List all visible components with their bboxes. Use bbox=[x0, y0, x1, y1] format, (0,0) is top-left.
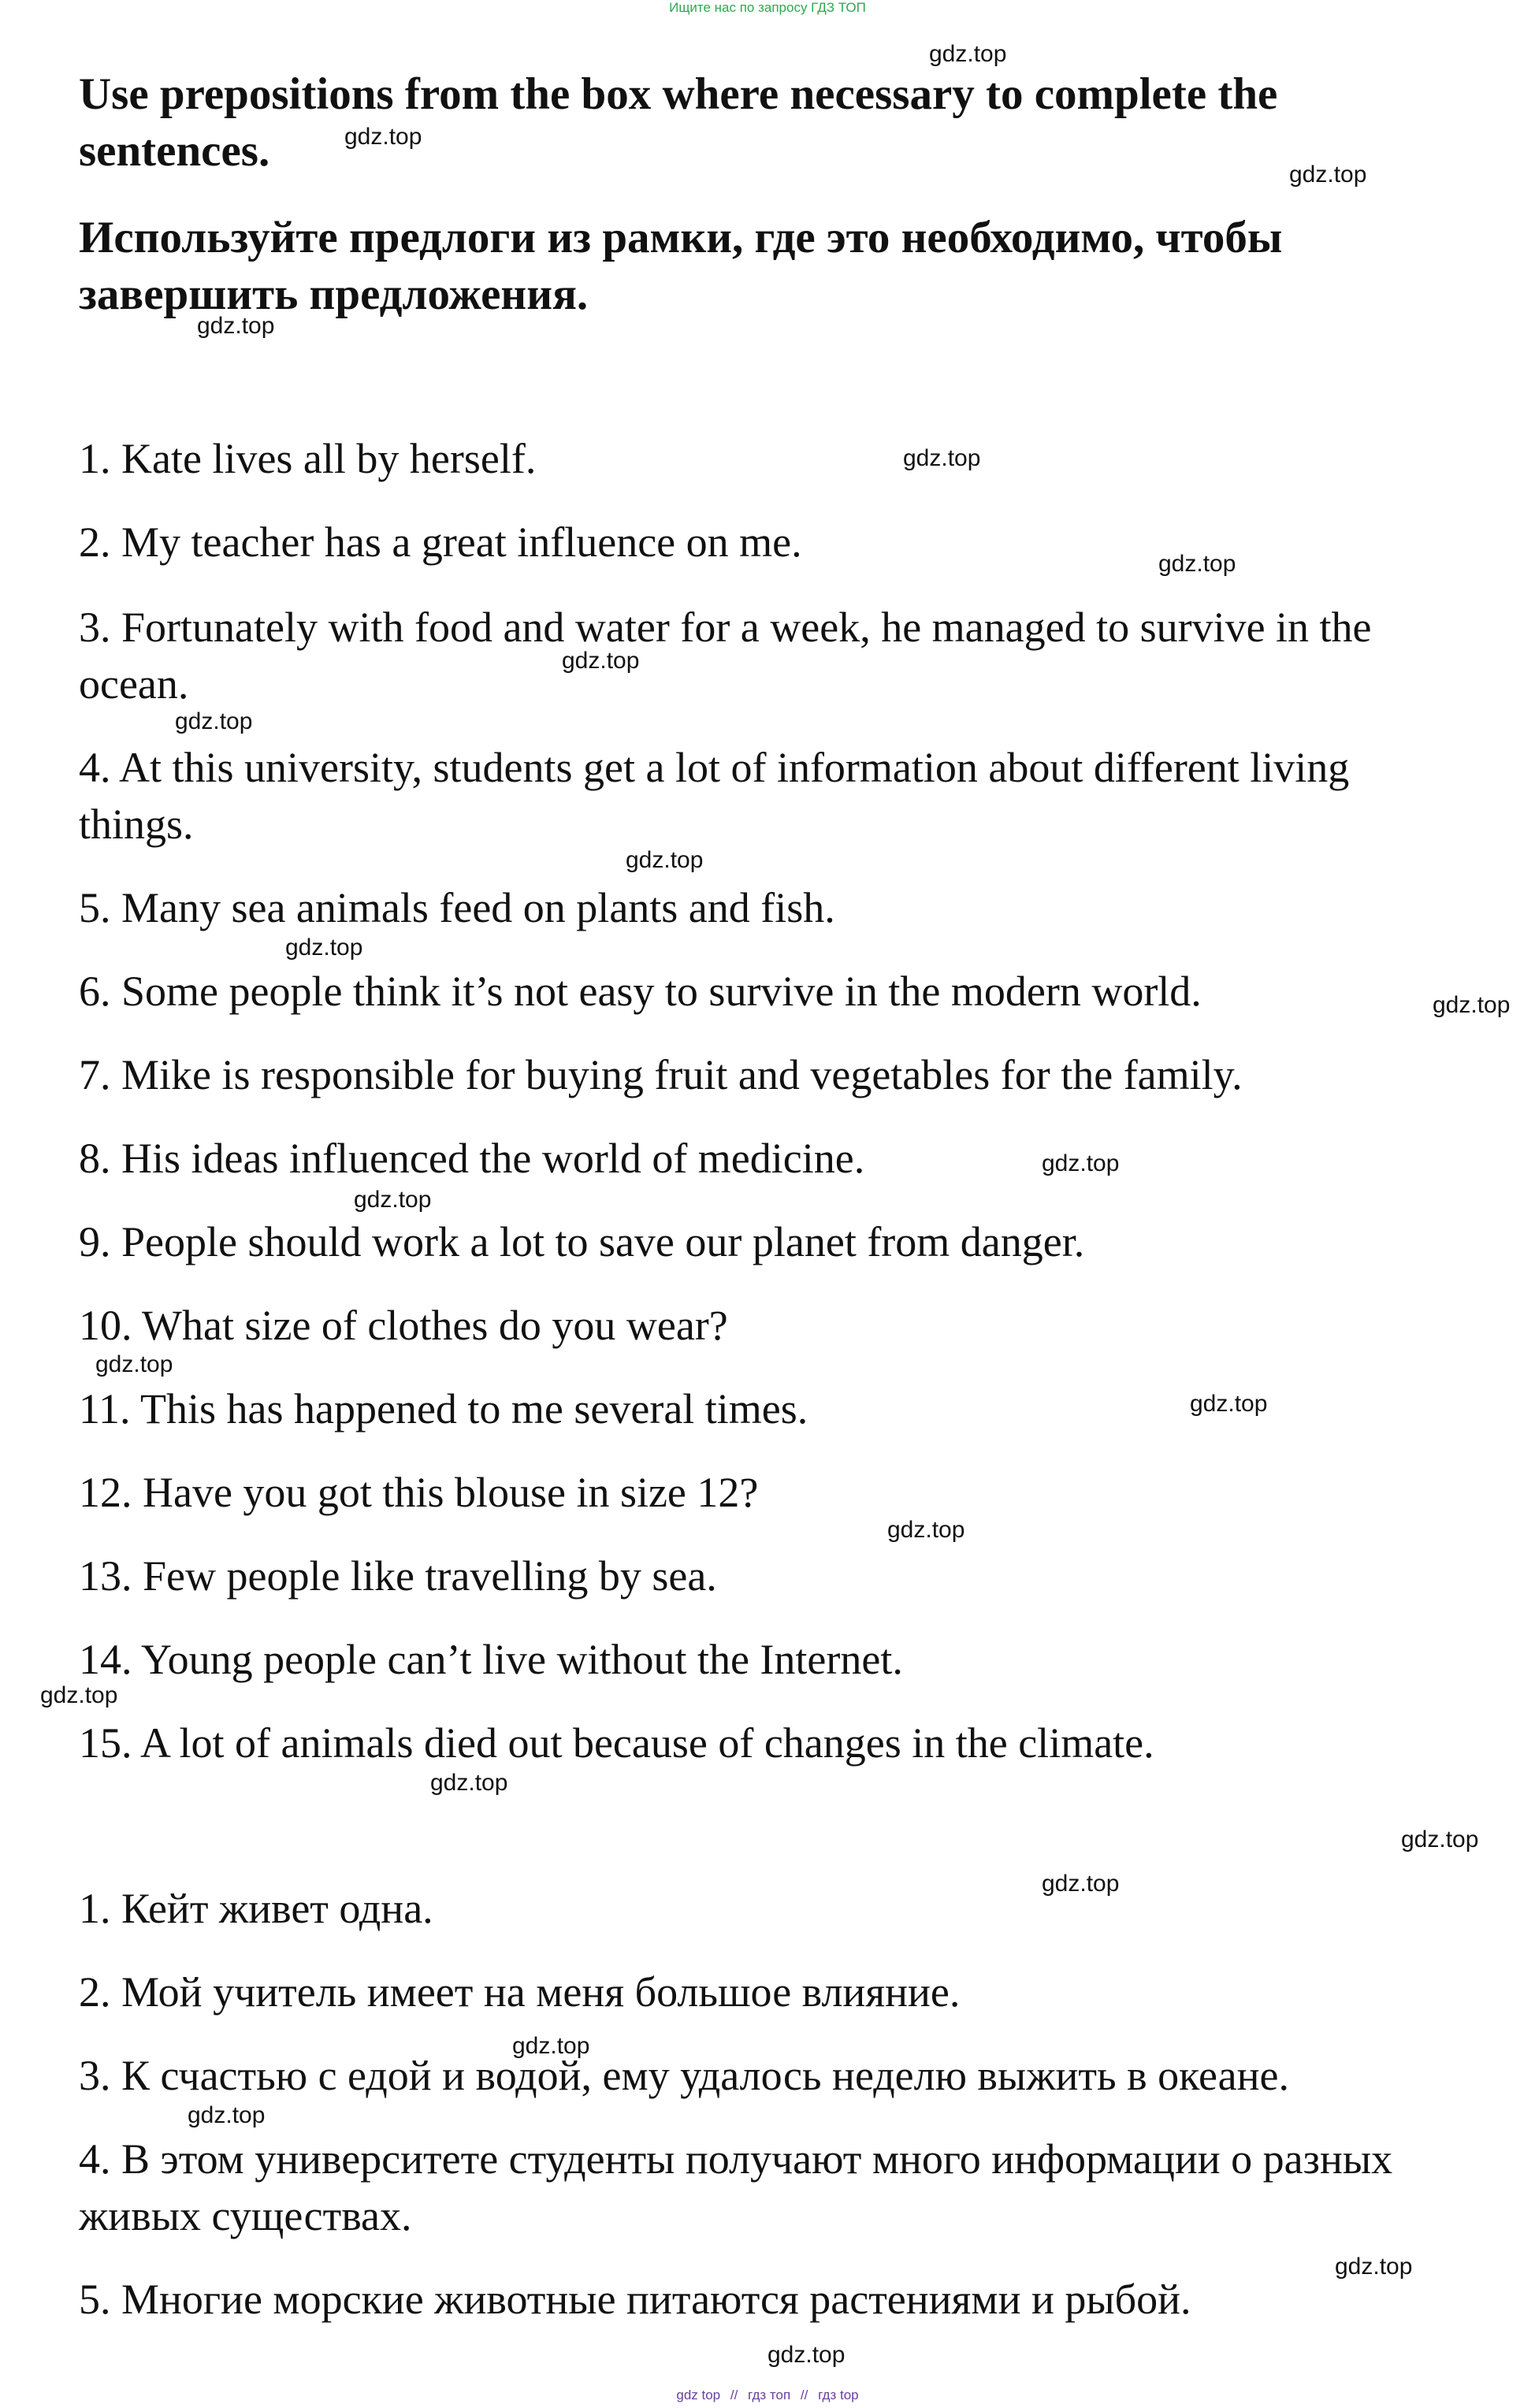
watermark: gdz.top bbox=[1401, 1826, 1479, 1852]
footer-links bbox=[0, 2388, 1535, 2403]
watermark: gdz.top bbox=[1190, 1391, 1268, 1417]
footer-separator: // bbox=[800, 2388, 808, 2402]
watermark: gdz.top bbox=[1158, 551, 1236, 577]
watermark: gdz.top bbox=[1042, 1150, 1120, 1176]
english-sentence-11: 11. This has happened to me several times. bbox=[79, 1385, 808, 1433]
footer-link-gdz-top-russian[interactable]: гдз топ bbox=[748, 2388, 791, 2402]
english-sentence-1: 1. Kate lives all by herself. bbox=[79, 435, 537, 482]
watermark: gdz.top bbox=[344, 124, 422, 150]
watermark: gdz.top bbox=[562, 648, 640, 674]
english-sentence-13: 13. Few people like travelling by sea. bbox=[79, 1552, 717, 1600]
watermark: gdz.top bbox=[512, 2033, 590, 2059]
top-banner[interactable]: Ищите нас по запросу ГДЗ ТОП bbox=[669, 0, 866, 15]
task-instruction-russian: Используйте предлоги из рамки, где это необходимо, чтобы завершить предложения. bbox=[79, 213, 1283, 319]
footer-separator: // bbox=[730, 2388, 738, 2402]
english-sentence-6: 6. Some people think it’s not easy to survive in the modern world. bbox=[79, 968, 1202, 1015]
english-sentence-12: 12. Have you got this blouse in size 12? bbox=[79, 1469, 759, 1516]
russian-sentence-5: 5. Многие морские животные питаются растениями и рыбой. bbox=[79, 2276, 1191, 2323]
english-sentence-14: 14. Young people can’t live without the Internet. bbox=[79, 1636, 903, 1683]
watermark: gdz.top bbox=[626, 847, 704, 873]
watermark: gdz.top bbox=[95, 1351, 173, 1377]
footer-link-gdz-top-mixed[interactable]: гдз top bbox=[818, 2388, 859, 2402]
watermark: gdz.top bbox=[929, 41, 1007, 67]
english-sentence-5: 5. Many sea animals feed on plants and fish. bbox=[79, 884, 835, 931]
watermark: gdz.top bbox=[1042, 1871, 1120, 1897]
watermark: gdz.top bbox=[887, 1517, 965, 1543]
watermark: gdz.top bbox=[430, 1770, 508, 1796]
watermark: gdz.top bbox=[188, 2102, 266, 2128]
watermark: gdz.top bbox=[354, 1187, 432, 1213]
russian-sentence-3: 3. К счастью с едой и водой, ему удалось неделю выжить в океане. bbox=[79, 2052, 1289, 2099]
english-sentence-10: 10. What size of clothes do you wear? bbox=[79, 1302, 728, 1349]
watermark: gdz.top bbox=[197, 313, 275, 339]
russian-sentence-2: 2. Мой учитель имеет на меня большое влияние. bbox=[79, 1968, 961, 2016]
english-sentence-8: 8. His ideas influenced the world of medicine. bbox=[79, 1135, 865, 1182]
english-sentence-9: 9. People should work a lot to save our planet from danger. bbox=[79, 1218, 1085, 1265]
task-instruction-english: Use prepositions from the box where necessary to complete the sentences. bbox=[79, 69, 1278, 176]
english-sentence-3: 3. Fortunately with food and water for a week, he managed to survive in the ocean. bbox=[79, 604, 1372, 708]
watermark: gdz.top bbox=[1433, 992, 1511, 1018]
watermark: gdz.top bbox=[285, 935, 363, 961]
watermark: gdz.top bbox=[903, 445, 981, 471]
russian-sentence-4: 4. В этом университете студенты получают много информации о разных живых существах. bbox=[79, 2135, 1393, 2239]
russian-sentence-1: 1. Кейт живет одна. bbox=[79, 1885, 433, 1932]
footer-link-gdz-top[interactable]: gdz top bbox=[676, 2388, 721, 2402]
watermark: gdz.top bbox=[768, 2342, 846, 2368]
watermark: gdz.top bbox=[1335, 2254, 1413, 2280]
english-sentence-15: 15. A lot of animals died out because of changes in the climate. bbox=[79, 1719, 1154, 1767]
english-sentence-7: 7. Mike is responsible for buying fruit and vegetables for the family. bbox=[79, 1051, 1243, 1098]
watermark: gdz.top bbox=[1289, 162, 1367, 188]
watermark: gdz.top bbox=[175, 708, 253, 734]
english-sentence-4: 4. At this university, students get a lot of information about different living things. bbox=[79, 744, 1350, 848]
english-sentence-2: 2. My teacher has a great influence on me. bbox=[79, 518, 802, 566]
watermark: gdz.top bbox=[40, 1682, 118, 1708]
